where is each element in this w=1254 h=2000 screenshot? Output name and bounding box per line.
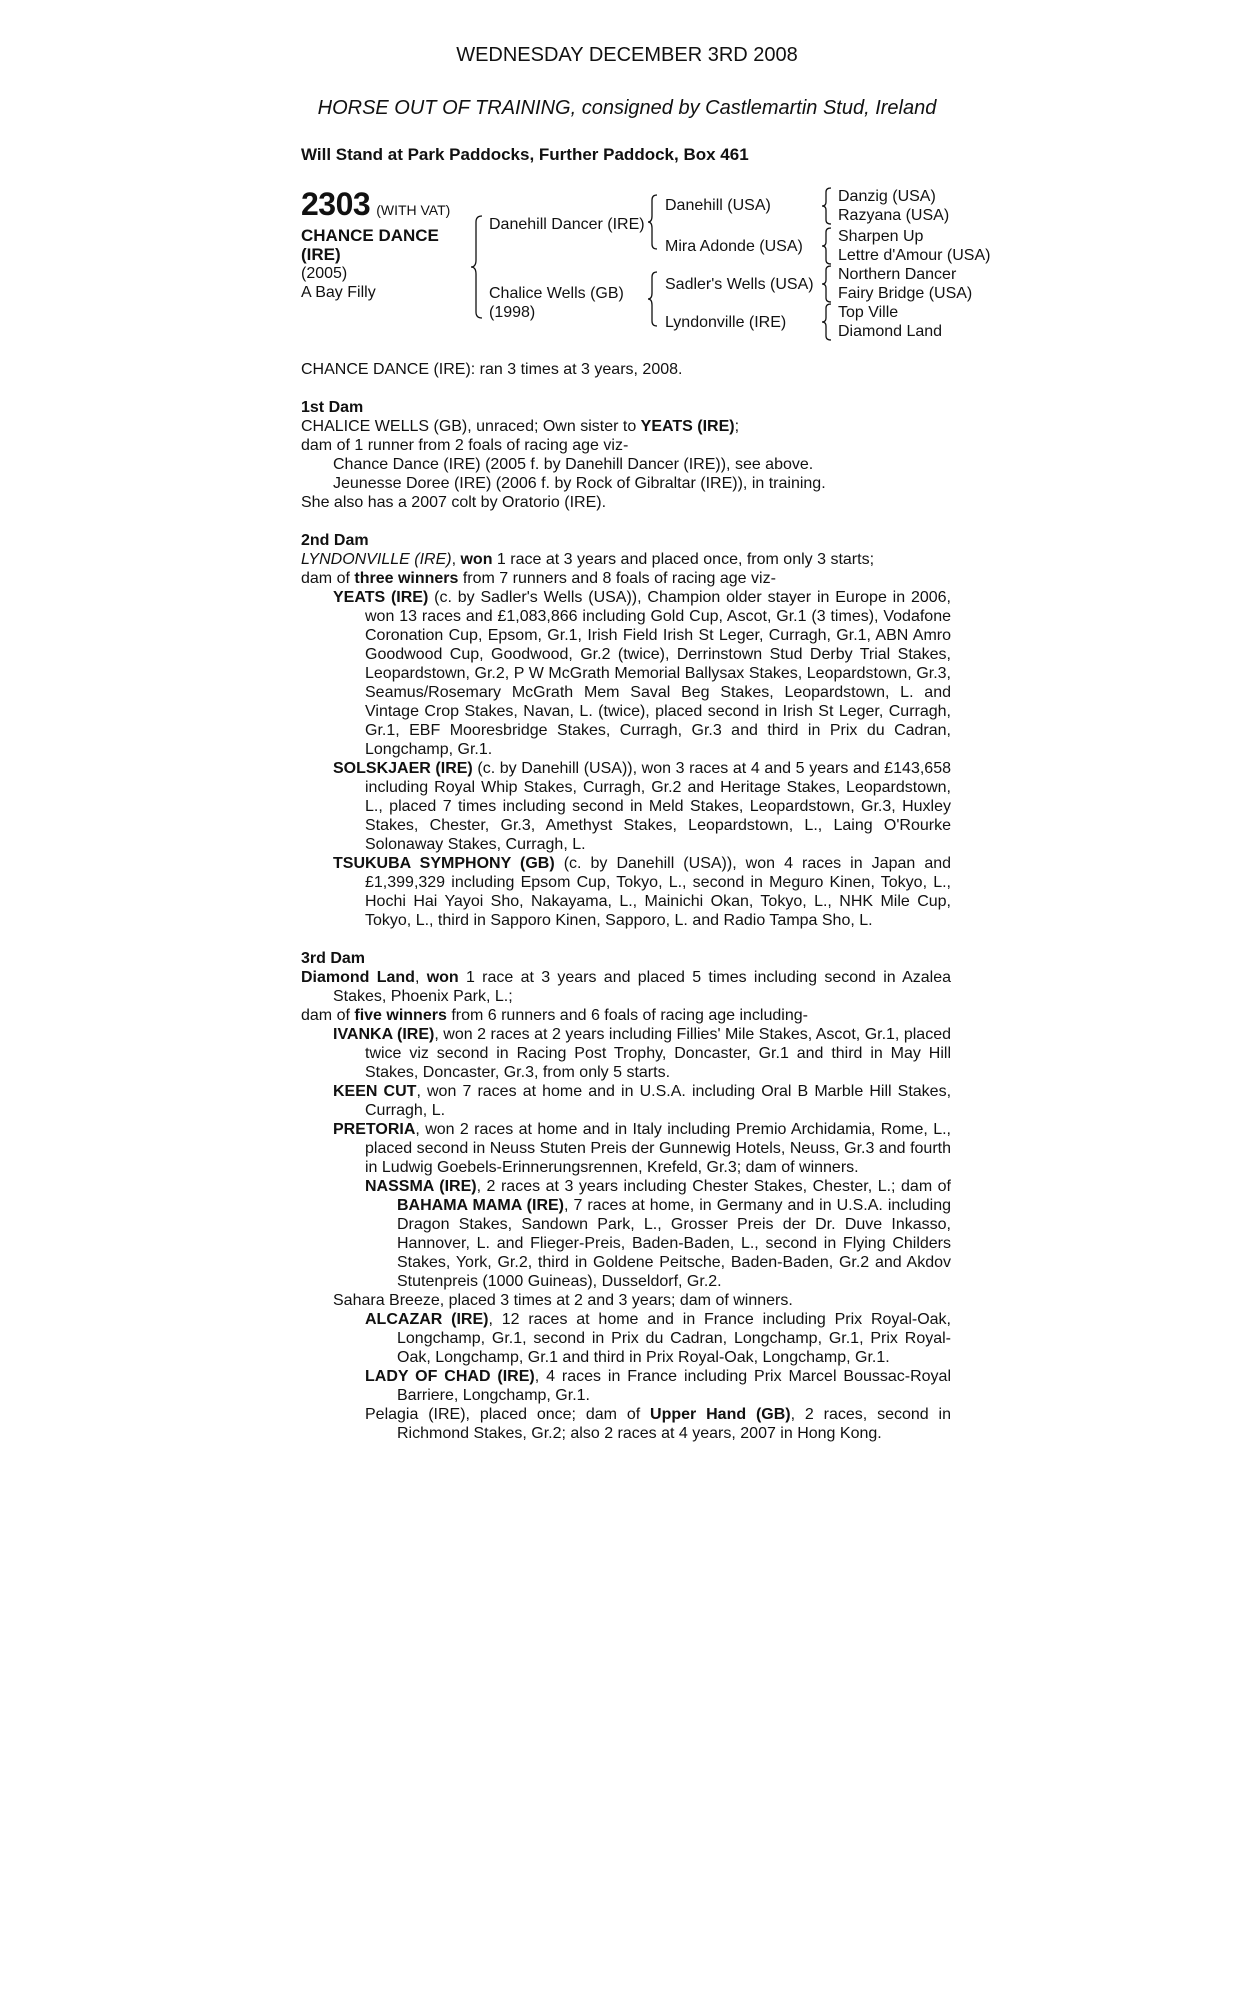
first-dam-heading: 1st Dam: [301, 399, 364, 416]
text: dam of: [301, 1007, 350, 1024]
text: five winners: [354, 1007, 447, 1024]
produce-entry: [301, 854, 951, 930]
pedigree-ancestor: Northern Dancer: [838, 266, 957, 283]
produce-entry: Chance Dance (IRE) (2005 f. by Danehill Dancer (IRE)), see above.: [333, 456, 814, 473]
horse-name: ALCAZAR (IRE): [365, 1311, 489, 1328]
pedigree-dam-sire: Sadler's Wells (USA): [665, 276, 814, 293]
first-dam-line: [301, 417, 951, 436]
pedigree-ancestor: Fairy Bridge (USA): [838, 285, 973, 302]
first-dam-produce-line: dam of 1 runner from 2 foals of racing age viz-: [301, 437, 629, 454]
horse-name: PRETORIA: [333, 1121, 416, 1138]
lot-number: 2303: [301, 186, 371, 222]
dam-name: Diamond Land: [301, 969, 415, 986]
produce-entry: [301, 1082, 951, 1120]
text: dam of: [301, 570, 350, 587]
horse-name: SOLSKJAER (IRE): [333, 760, 473, 777]
pedigree-ancestor: Diamond Land: [838, 323, 943, 340]
produce-entry: [301, 588, 951, 759]
third-dam-heading: 3rd Dam: [301, 950, 366, 967]
produce-entry: Sahara Breeze, placed 3 times at 2 and 3 years; dam of winners.: [333, 1292, 793, 1309]
third-dam-produce-line: [301, 1006, 951, 1025]
racing-summary: CHANCE DANCE (IRE): ran 3 times at 3 years, 2008.: [301, 361, 683, 378]
stand-location: Will Stand at Park Paddocks, Further Paddock, Box 461: [301, 145, 749, 164]
text: three winners: [354, 570, 459, 587]
pedigree-ancestor: Lettre d'Amour (USA): [838, 247, 991, 264]
vat-note: (WITH VAT): [376, 202, 451, 218]
text: ;: [734, 418, 740, 435]
horse-name: BAHAMA MAMA (IRE): [397, 1197, 564, 1214]
pedigree-dam: Chalice Wells (GB): [489, 285, 624, 302]
sale-date: WEDNESDAY DECEMBER 3RD 2008: [456, 44, 798, 66]
brace-icon: [821, 227, 835, 265]
horse-name: Upper Hand (GB): [650, 1406, 791, 1423]
text: from 7 runners and 8 foals of racing age viz-: [462, 570, 776, 587]
produce-entry: [301, 1120, 951, 1177]
horse-name: CHANCE DANCE (IRE): [301, 226, 439, 264]
consignment-line: HORSE OUT OF TRAINING, consigned by Castlemartin Stud, Ireland: [317, 97, 937, 119]
text: won: [460, 551, 493, 568]
lot-number-block: [301, 186, 450, 223]
text: 1 race at 3 years and placed 5 times including second in Azalea Stakes, Phoenix Park, L.;: [333, 969, 952, 1005]
brace-icon: [821, 303, 835, 341]
horse-name: LADY OF CHAD (IRE): [365, 1368, 535, 1385]
horse-year: (2005): [301, 265, 348, 282]
produce-entry: [301, 1177, 951, 1291]
produce-entry: Jeunesse Doree (IRE) (2006 f. by Rock of Gibraltar (IRE)), in training.: [333, 475, 826, 492]
horse-description: A Bay Filly: [301, 284, 376, 301]
pedigree-dam-year: (1998): [489, 304, 536, 321]
text: , 4 races in France including Prix Marcel Boussac-Royal Barriere, Longchamp, Gr.1.: [397, 1368, 951, 1404]
text: from 6 runners and 6 foals of racing age including-: [451, 1007, 808, 1024]
brace-icon: [647, 270, 661, 328]
produce-entry: [301, 759, 951, 854]
text: won: [426, 969, 459, 986]
horse-name: IVANKA (IRE): [333, 1026, 435, 1043]
pedigree-ancestor: Danzig (USA): [838, 188, 936, 205]
pedigree-sire-dam: Mira Adonde (USA): [665, 238, 803, 255]
text: (c. by Sadler's Wells (USA)), Champion older stayer in Europe in 2006, won 13 races and £1,083,866 including Gold Cup, Ascot, Gr.1 (3 times), Vodafone Coronation Cup, Epsom, Gr.1, Irish Field Irish St Leger, Curragh, Gr.1, ABN Amro Goodwood Cup, Goodwood, Gr.2 (twice), Derrinstown Stud Derby Trial Stakes, Leopardstown, Gr.2, P W McGrath Memorial Ballysax Stakes, Leopardstown, Gr.3, Seamus/Rosemary McGrath Mem Saval Beg Stakes, Leopardstown, L. and Vintage Crop Stakes, Navan, L. (twice), placed second in Irish St Leger, Curragh, Gr.1, EBF Mooresbridge Stakes, Curragh, Gr.3 and third in Prix du Cadran, Longchamp, Gr.1.: [365, 589, 951, 758]
text: CHALICE WELLS (GB), unraced; Own sister to: [301, 418, 637, 435]
text: , won 2 races at home and in Italy including Premio Archidamia, Rome, L., placed second in Neuss Stuten Preis der Gunnewig Hotels, Neuss, Gr.3 and fourth in Ludwig Goebels-Erinnerungsrennen, Krefeld, Gr.3; dam of winners.: [365, 1121, 951, 1176]
brace-icon: [647, 193, 661, 251]
produce-entry: [301, 1025, 951, 1082]
horse-name: YEATS (IRE): [333, 589, 429, 606]
horse-name: TSUKUBA SYMPHONY (GB): [333, 855, 555, 872]
dam-name: LYNDONVILLE (IRE): [301, 551, 452, 568]
text: , won 2 races at 2 years including Fillies' Mile Stakes, Ascot, Gr.1, placed twice viz second in Racing Post Trophy, Doncaster, Gr.1 and third in May Hill Stakes, Doncaster, Gr.3, from only 5 starts.: [365, 1026, 952, 1081]
produce-entry: [301, 1367, 951, 1405]
pedigree-ancestor: Sharpen Up: [838, 228, 924, 245]
third-dam-intro: Diamond Land, won 1 race at 3 years and placed 5 times including second in Azalea Stakes, Phoenix Park, L.;: [301, 969, 952, 1005]
text: Pelagia (IRE), placed once; dam of: [365, 1406, 641, 1423]
brace-icon: [821, 187, 835, 225]
text: (c. by Danehill (USA)), won 3 races at 4 and 5 years and £143,658 including Royal Whip Stakes, Curragh, Gr.2 and Heritage Stakes, Leopardstown, L., placed 7 times including second in Meld Stakes, Leopardstown, Gr.3, Huxley Stakes, Chester, Gr.3, Amethyst Stakes, Leopardstown, L., Laing O'Rourke Solonaway Stakes, Curragh, L.: [365, 760, 951, 853]
pedigree-sire-sire: Danehill (USA): [665, 197, 771, 214]
sibling-name: YEATS (IRE): [640, 418, 735, 435]
text: , won 7 races at home and in U.S.A. including Oral B Marble Hill Stakes, Curragh, L.: [365, 1083, 952, 1119]
text: , 12 races at home and in France including Prix Royal-Oak, Longchamp, Gr.1, second in Prix du Cadran, Longchamp, Gr.1, Prix Royal-Oak, Longchamp, Gr.1 and third in Prix Royal-Oak, Longchamp, Gr.1.: [397, 1311, 952, 1366]
produce-entry: [301, 1310, 951, 1367]
brace-icon: [821, 265, 835, 303]
produce-entry: [301, 1405, 951, 1443]
first-dam-note: She also has a 2007 colt by Oratorio (IRE).: [301, 494, 607, 511]
catalogue-entry-body: [301, 360, 951, 1443]
second-dam-intro: LYNDONVILLE (IRE), won 1 race at 3 years and placed once, from only 3 starts;: [301, 551, 875, 568]
text: (c. by Danehill (USA)), won 4 races in Japan and £1,399,329 including Epsom Cup, Tokyo, L., second in Meguro Kinen, Tokyo, L., Hochi Hai Yayoi Sho, Nakayama, L., Mainichi Okan, Tokyo, L., NHK Mile Cup, Tokyo, L., third in Sapporo Kinen, Sapporo, L. and Radio Tampa Sho, L.: [365, 855, 952, 929]
text: 1 race at 3 years and placed once, from only 3 starts;: [496, 551, 875, 568]
horse-name: NASSMA (IRE): [365, 1178, 477, 1195]
horse-name: KEEN CUT: [333, 1083, 417, 1100]
pedigree-dam-dam: Lyndonville (IRE): [665, 314, 787, 331]
text: , 7 races at home, in Germany and in U.S.A. including Dragon Stakes, Sandown Park, L., Grosser Preis der Dr. Duve Inkasso, Hannover, L. and Flieger-Preis, Baden-Baden, L., second in Flying Childers Stakes, York, Gr.2, third in Goldene Peitsche, Baden-Baden, Gr.2 and Akdov Stutenpreis (1000 Guineas), Dusseldorf, Gr.2.: [397, 1197, 951, 1290]
pedigree-ancestor: Razyana (USA): [838, 207, 950, 224]
text: , 2 races at 3 years including Chester Stakes, Chester, L.; dam of: [476, 1178, 952, 1195]
pedigree-sire: Danehill Dancer (IRE): [489, 216, 645, 233]
second-dam-heading: 2nd Dam: [301, 532, 369, 549]
text: , 2 races, second in Richmond Stakes, Gr.2; also 2 races at 4 years, 2007 in Hong Kong.: [397, 1406, 951, 1442]
pedigree-ancestor: Top Ville: [838, 304, 899, 321]
second-dam-produce-line: [301, 569, 951, 588]
brace-icon: [470, 214, 486, 320]
